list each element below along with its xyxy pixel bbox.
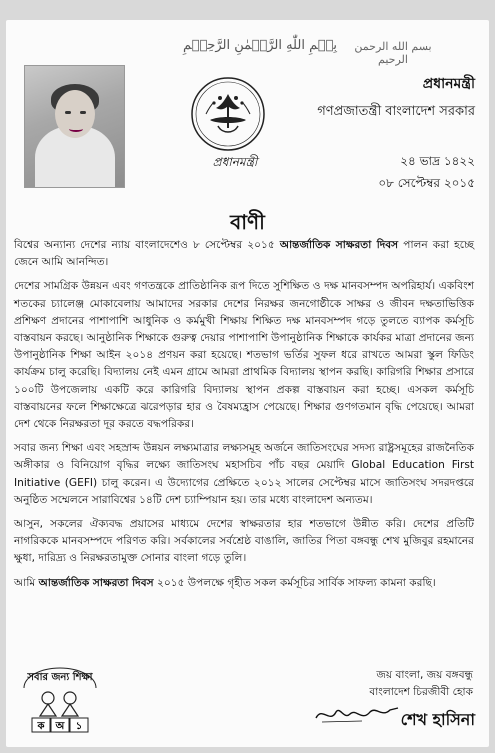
paragraph-1: বিশ্বের অন্যান্য দেশের ন্যায় বাংলাদেশেও ৮ সেপ্টেম্বর ২০১৫ আন্তর্জাতিক সাক্ষরতা দিবস পালন করা হচ্ছে জেনে আমি আনন্দিত। [14,239,475,269]
emblem-caption: প্রধানমন্ত্রী [212,155,258,169]
paragraph-4: আসুন, সকলের ঐক্যবদ্ধ প্রয়াসের মাধ্যমে দেশের স্বাক্ষরতার হার শতভাগে উন্নীত করি। দেশের প্রতিটি নাগরিককে মানবসম্পদে পরিণত করি। সর্বকালের সর্বশ্রেষ্ঠ বাঙালি, জাতির পিতা বঙ্গবন্ধু শেখ মুজিবুর রহমানের ক্ষুধা, দারিদ্র্য ও নিরক্ষরতামুক্ত সোনার বাংলা গড়ে তুলি। [14,518,474,565]
logo-text: সবার জন্য শিক্ষা [27,672,93,683]
title-block [317,72,475,123]
paragraph-2: দেশের সামগ্রিক উন্নয়ন এবং গণতন্ত্রকে প্রাতিষ্ঠানিক রূপ দিতে সুশিক্ষিত ও দক্ষ মানবসম্পদ অপরিহার্য। একবিংশ শতকের চ্যালেঞ্জ মোকাবেলায় আমাদের সরকার দেশের নিরক্ষর জনগোষ্ঠীকে সাক্ষর ও জীবন দক্ষতাভিত্তিক প্রশিক্ষণ প্রদানের পাশাপাশি আধুনিক ও কর্মমুখী শিক্ষায় শিক্ষিত দক্ষ মানবসম্পদ গড়ে তুলতে ব্যাপক কর্মসূচি বাস্তবায়ন করছে। আনুষ্ঠানিক শিক্ষাকে গুরুত্ব দেয়ার পাশাপাশি উপানুষ্ঠানিক শিক্ষাকে কার্যকর মাত্রা প্রদানের জন্য উপানুষ্ঠানিক শিক্ষা আইন ২০১৪ প্রণয়ন করা হয়েছে। শতভাগ ভর্তির সুফল ধরে রাখতে আমরা স্কুল ফিডিং কার্যক্রম চালু করেছি। বিদ্যালয় নেই এমন গ্রামে আমরা প্রাথমিক বিদ্যালয় স্থাপন করছি। কারিগরি শিক্ষার প্রসারে ১০০টি উপজেলায় একটি করে কারিগরি বিদ্যালয় স্থাপন প্রকল্প বাস্তবায়ন করা হচ্ছে। এসকল কর্মসূচি বাস্তবায়নের ফলে শিক্ষাক্ষেত্রে ঝরেপড়ার হার ও বৈষম্যহ্রাস পেয়েছে। শিক্ষার গুণগতমান বৃদ্ধি পেয়েছে। আমরা দেশ থেকে নিরক্ষরতা দূর করতে বদ্ধপরিকর। [14,280,474,431]
date-english: ০৮ সেপ্টেম্বর ২০১৫ [378,176,475,190]
date-bengali: ২৪ ভাদ্র ১৪২২ [400,154,475,168]
message-body [14,237,474,599]
paragraph-5: আমি আন্তর্জাতিক সাক্ষরতা দিবস ২০১৫ উপলক্ষে গৃহীত সকল কর্মসূচির সার্বিক সাফল্য কামনা করছি। [14,576,436,589]
date-block [378,150,475,194]
bismillah-calligraphy: بِسۡمِ اللّٰهِ الرَّحۡمٰنِ الرَّحِيۡمِ [183,38,337,53]
bismillah-calligraphy-small: بسم الله الرحمن الرحيم [354,40,432,66]
svg-text:অ: অ [55,721,65,732]
education-for-all-logo [18,666,102,736]
prime-minister-photo [24,65,125,188]
paragraph-3: সবার জন্য শিক্ষা এবং সহস্রাব্দ উন্নয়ন লক্ষ্যমাত্রার লক্ষ্যসমূহ অর্জনে জাতিসংঘের সদস্য রাষ্ট্রসমূহের রাজনৈতিক অঙ্গীকার ও বিনিয়োগ বৃদ্ধির লক্ষ্যে জাতিসংঘ মহাসচিব পাঁচ বছর মেয়াদি Global Education First Initiative (GEFI) চালু করেন। এ উদ্যোগের প্রেক্ষিতে ২০১২ সালের সেপ্টেম্বর মাসে জাতিসংঘ সদরদপ্তরে অনুষ্ঠিত সম্মেলনে সারাবিশ্বের ১৪টি দেশ চ্যাম্পিয়ান হয়। তার মধ্যে বাংলাদেশ অন্যতম। [14,442,474,506]
slogan-chirojibi: বাংলাদেশ চিরজীবী হোক [369,686,473,698]
message-title: বাণী [230,210,265,234]
svg-text:ক: ক [37,721,45,732]
government-title: গণপ্রজাতন্ত্রী বাংলাদেশ সরকার [317,104,475,119]
handwritten-signature-icon [312,702,402,726]
pm-title: প্রধানমন্ত্রী [422,76,475,92]
closing-slogans [369,667,473,701]
slogan-joy-bangla: জয় বাংলা, জয় বঙ্গবন্ধু [376,669,473,681]
svg-text:১: ১ [75,721,83,732]
national-emblem-icon [190,76,266,152]
signatory-name: শেখ হাসিনা [400,710,475,729]
